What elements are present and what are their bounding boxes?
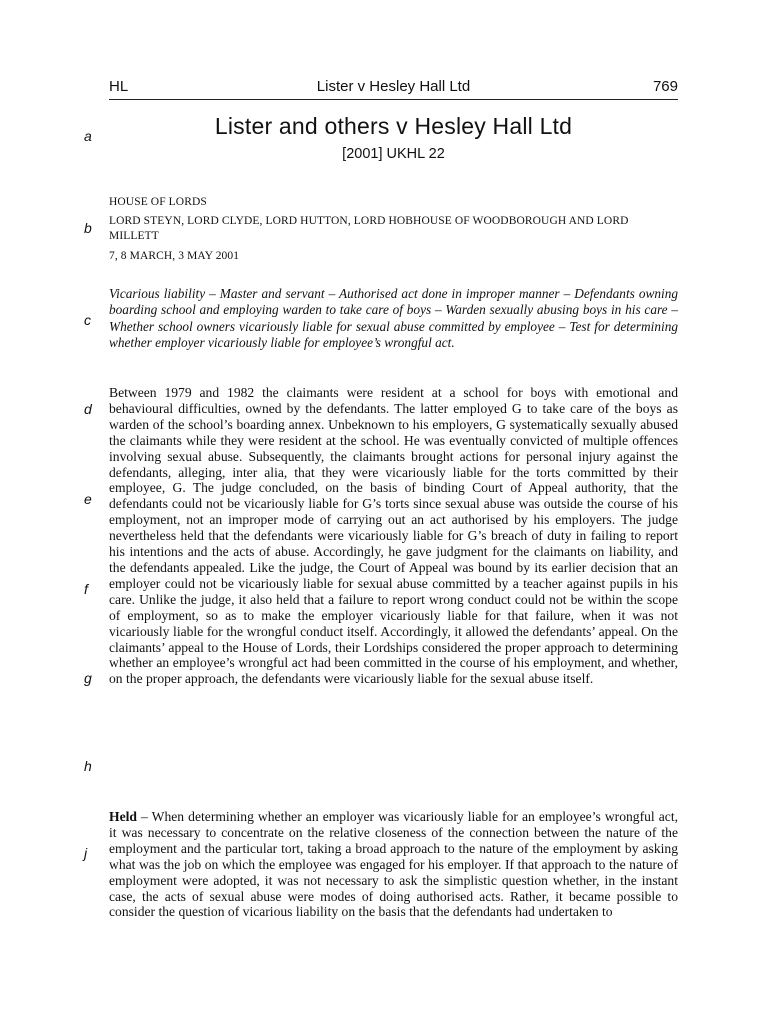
margin-letter-g: g <box>84 670 92 686</box>
running-head <box>109 78 678 98</box>
case-title: Lister and others v Hesley Hall Ltd <box>214 113 573 139</box>
held-label: Held <box>109 809 137 824</box>
header-rule <box>109 99 678 100</box>
margin-letter-h: h <box>84 758 92 774</box>
margin-letter-c: c <box>84 312 91 328</box>
case-citation: [2001] UKHL 22 <box>342 146 445 162</box>
margin-letter-f: f <box>84 581 88 597</box>
catchwords: Vicarious liability – Master and servant – Authorised act done in improper manner – Defendants owning boarding school and employing warden to take care of boys – Warden sexually abusing boys in his care – Whether school owners vicariously liable for sexual abuse committed by employee – Test for determining whether employer vicariously liable for employee’s wrongful act. <box>109 286 678 350</box>
court-judges: LORD STEYN, LORD CLYDE, LORD HUTTON, LORD HOBHOUSE OF WOODBOROUGH AND LORD MILLETT <box>109 215 629 242</box>
margin-letter-e: e <box>84 491 92 507</box>
margin-letter-d: d <box>84 401 92 417</box>
facts-paragraph: Between 1979 and 1982 the claimants were resident at a school for boys with emotional and behavioural difficulties, owned by the defendants. The latter employed G to take care of the boys as warden of the school’s boarding annex. Unbeknown to his employers, G systematically sexually abused the claimants while they were resident at the school. He was eventually convicted of multiple offences involving sexual abuse. Subsequently, the claimants brought actions for personal injury against the defendants, alleging, inter alia, that they were vicariously liable for the torts committed by their employee, G. The judge concluded, on the basis of binding Court of Appeal authority, that the defendants could not be vicariously liable for G’s torts since sexual abuse was outside the course of his employment, not an improper mode of carrying out an act authorised by his employers. The judge nevertheless held that the defendants were vicariously liable for G’s breach of duty in failing to report his intentions and the acts of abuse. Accordingly, he gave judgment for the claimants on liability, and the defendants appealed. Like the judge, the Court of Appeal was bound by its earlier decision that an employer could not be vicariously liable for sexual abuse committed by a teacher against pupils in his care. Unlike the judge, it also held that a failure to report wrong conduct could not be within the scope of employment, so as to make the employer vicariously liable for that failure, when it was not vicariously liable for the wrongful conduct itself. Accordingly, it allowed the defendants’ appeal. On the claimants’ appeal to the House of Lords, their Lordships considered the proper approach to determining whether an employee’s wrongful act had been committed in the course of his employment, and whether, on the proper approach, the defendants were vicariously liable for the sexual abuse itself. <box>109 385 678 687</box>
margin-letter-b: b <box>84 220 92 236</box>
running-title: Lister v Hesley Hall Ltd <box>316 78 471 95</box>
held-text: – When determining whether an employer was vicariously liable for an employee’s wrongful act, it was necessary to concentrate on the relative closeness of the connection between the nature of the employment and the particular tort, taking a broad approach to the nature of the employment by asking what was the job on which the employee was engaged for his employer. If that approach to the nature of employment were adopted, it was not necessary to ask the simplistic question whether, in the instant case, the acts of sexual abuse were modes of doing authorised acts. Rather, it became possible to consider the question of vicarious liability on the basis that the defendants had undertaken to <box>109 809 678 920</box>
court-details <box>109 195 678 264</box>
margin-letter-a: a <box>84 128 92 144</box>
hearing-dates: 7, 8 MARCH, 3 MAY 2001 <box>109 250 240 262</box>
court-name: HOUSE OF LORDS <box>109 196 207 208</box>
held-paragraph <box>109 809 678 920</box>
page-number: 769 <box>652 78 678 95</box>
margin-letter-j: j <box>84 845 88 861</box>
report-abbreviation: HL <box>109 78 129 95</box>
